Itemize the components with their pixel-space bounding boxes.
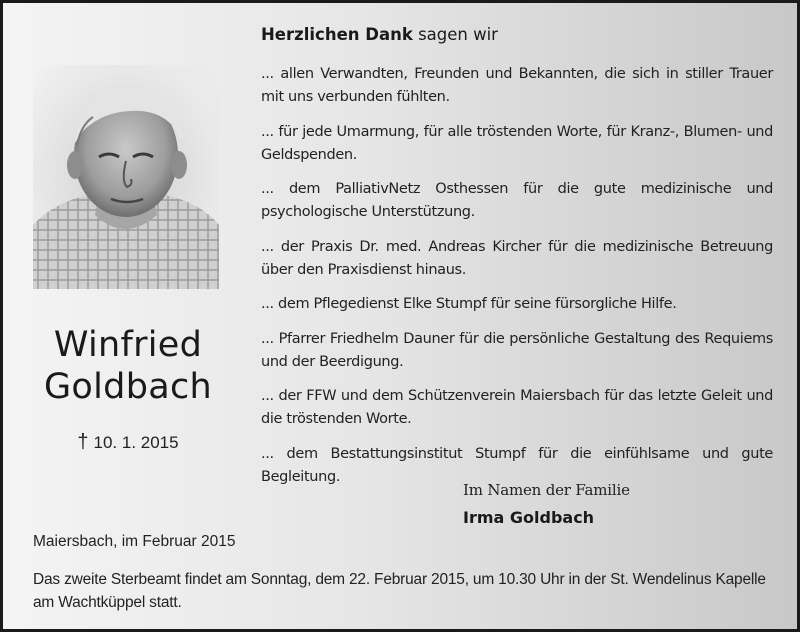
death-date-line	[23, 431, 233, 454]
deceased-last-name: Goldbach	[44, 367, 212, 407]
thanks-paragraph: ... dem PalliativNetz Osthessen für die gute medizinische und psychologische Unterstützung.	[261, 181, 773, 220]
portrait-photo	[33, 65, 219, 289]
signature-line: Im Namen der Familie	[463, 481, 630, 499]
deceased-first-name: Winfried	[53, 325, 203, 365]
cross-icon: †	[77, 431, 89, 453]
thanks-paragraph: ... dem Bestattungsinstitut Stumpf für die einfühlsame und gute Begleitung.	[261, 446, 773, 485]
footer-notice: Das zweite Sterbeamt findet am Sonntag, dem 22. Februar 2015, um 10.30 Uhr in der St. Wendelinus Kapelle am Wachtküppel statt.	[33, 571, 766, 611]
death-date: 10. 1. 2015	[93, 433, 179, 452]
thanks-paragraph: ... dem Pflegedienst Elke Stumpf für seine fürsorgliche Hilfe.	[261, 296, 677, 312]
thanks-paragraph: ... allen Verwandten, Freunden und Bekannten, die sich in stiller Trauer mit uns verbunden fühlten.	[261, 66, 773, 105]
thanks-heading-rest: sagen wir	[418, 25, 498, 44]
thanks-paragraph: ... Pfarrer Friedhelm Dauner für die persönliche Gestaltung des Requiems und der Beerdigung.	[261, 331, 773, 370]
thanks-paragraph: ... für jede Umarmung, für alle tröstenden Worte, für Kranz-, Blumen- und Geldspenden.	[261, 124, 773, 163]
thanks-paragraph: ... der FFW und dem Schützenverein Maiersbach für das letzte Geleit und die tröstenden Worte.	[261, 388, 773, 427]
place-date: Maiersbach, im Februar 2015	[33, 533, 236, 550]
thanks-paragraph: ... der Praxis Dr. med. Andreas Kircher für die medizinische Betreuung über den Praxisdienst hinaus.	[261, 239, 773, 278]
thanks-heading-bold: Herzlichen Dank	[261, 25, 413, 44]
portrait-image	[33, 65, 219, 289]
thanks-heading	[261, 25, 498, 44]
signature-name: Irma Goldbach	[463, 508, 595, 527]
